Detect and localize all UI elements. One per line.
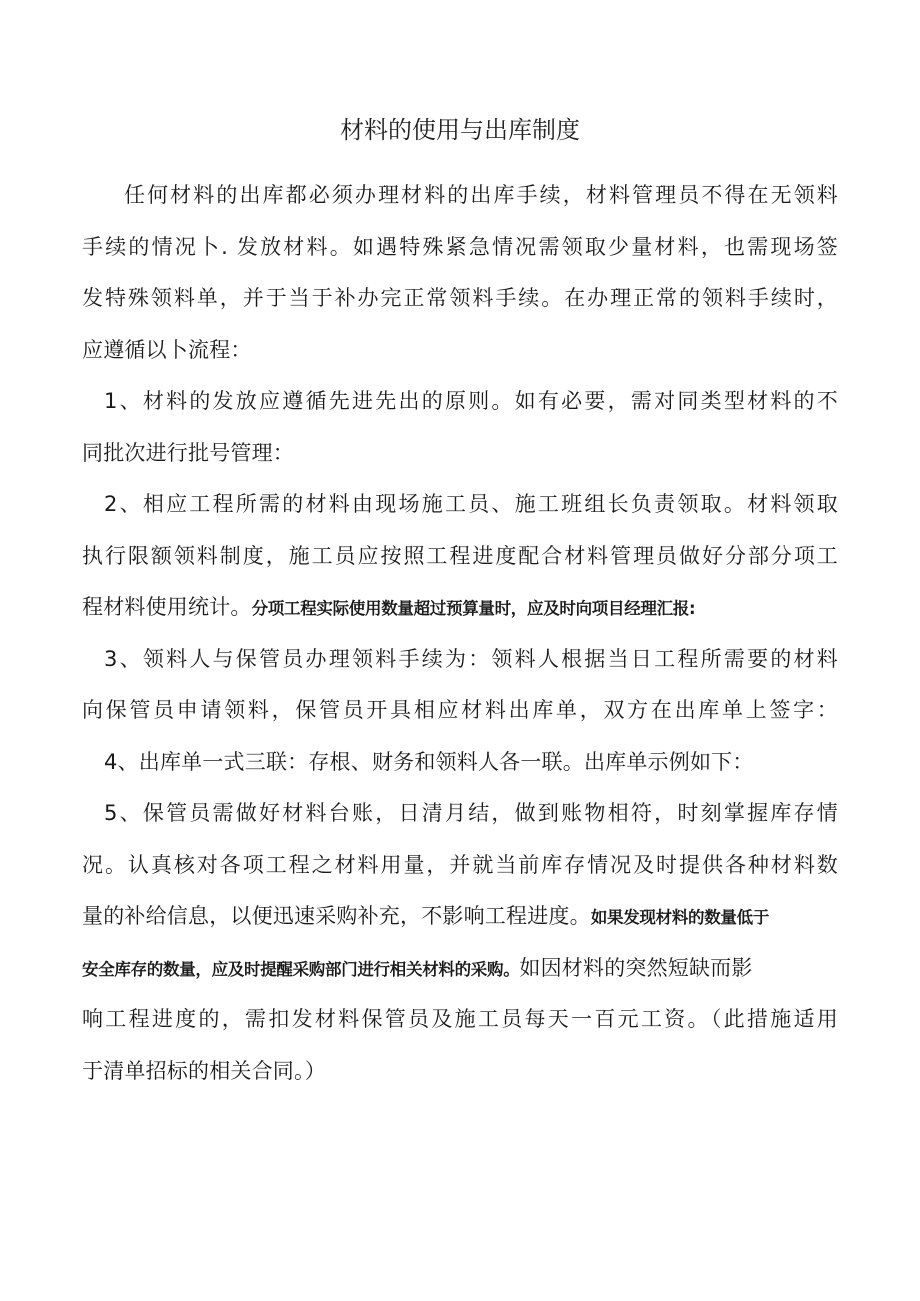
paragraph-line [82,222,838,274]
text-run: 程材料使用统计。 [82,595,252,619]
list-item-line [82,634,838,686]
list-item-line [82,582,838,634]
text-run-bold: 安全库存的数量，应及时提醒采购部门进行相关材料的采购。 [82,959,520,979]
text-run: 同批次进行批号管理： [82,440,294,465]
list-item-line [82,479,838,531]
text-run: 于清单招标的相关合同。） [82,1058,326,1083]
text-run: 5、保管员需做好材料台账，日清月结，做到账物相符，时刻掌握库存情 [104,801,838,825]
text-run: 执行限额领料制度，施工员应按照工程进度配合材料管理员做好分部分项工 [82,543,838,568]
list-item-line [82,891,838,943]
document-body [82,170,838,1097]
text-run: 如因材料的突然短缺而影 [519,955,753,980]
list-item-line [82,943,838,995]
paragraph-line [82,273,838,325]
text-run: 4、出库单一式三联：存根、财务和领料人各一联。出库单示例如下： [104,749,754,774]
text-run: 3、领料人与保管员办理领料手续为：领料人根据当日工程所需要的材料 [104,646,838,671]
text-run-bold: 如果发现材料的数量低于 [590,908,770,927]
page-title: 材料的使用与出库制度 [340,116,580,144]
text-run-bold: 分项工程实际使用数量超过预算量时，应及时向项目经理汇报: [251,599,696,618]
paragraph-line [82,170,838,222]
list-item-line [82,994,838,1046]
list-item-line [82,840,838,892]
text-run: 应遵循以卜流程： [82,337,252,362]
list-item-line [82,376,838,428]
paragraph-line [82,325,838,377]
list-item-line [82,428,838,480]
text-run: 手续的情况卜. 发放材料。如遇特殊紧急情况需领取少量材料，也需现场签 [82,234,838,259]
text-run: 2、相应工程所需的材料由现场施工员、施工班组长负责领取。材料领取 [104,492,838,516]
text-run: 1、材料的发放应遵循先进先出的原则。如有必要，需对同类型材料的不 [104,389,838,413]
text-run: 向保管员申请领料，保管员开具相应材料出库单，双方在出库单上签字： [82,698,838,722]
text-run: 响工程进度的，需扣发材料保管员及施工员每天一百元工资。（此措施适用 [82,1007,838,1031]
list-item-line [82,685,838,737]
list-item-line [82,737,838,789]
list-item-line [82,531,838,583]
text-run: 况。认真核对各项工程之材料用量，并就当前库存情况及时提供各种材料数 [82,852,838,877]
text-run: 量的补给信息，以便迅速采购补充，不影响工程进度。 [82,904,591,928]
text-run: 任何材料的出库都必须办理材料的出库手续，材料管理员不得在无领料 [124,183,838,207]
list-item-line [82,788,838,840]
text-run: 发特殊领料单，并于当于补办完正常领料手续。在办理正常的领料手续时， [82,286,838,310]
list-item-line [82,1046,838,1098]
